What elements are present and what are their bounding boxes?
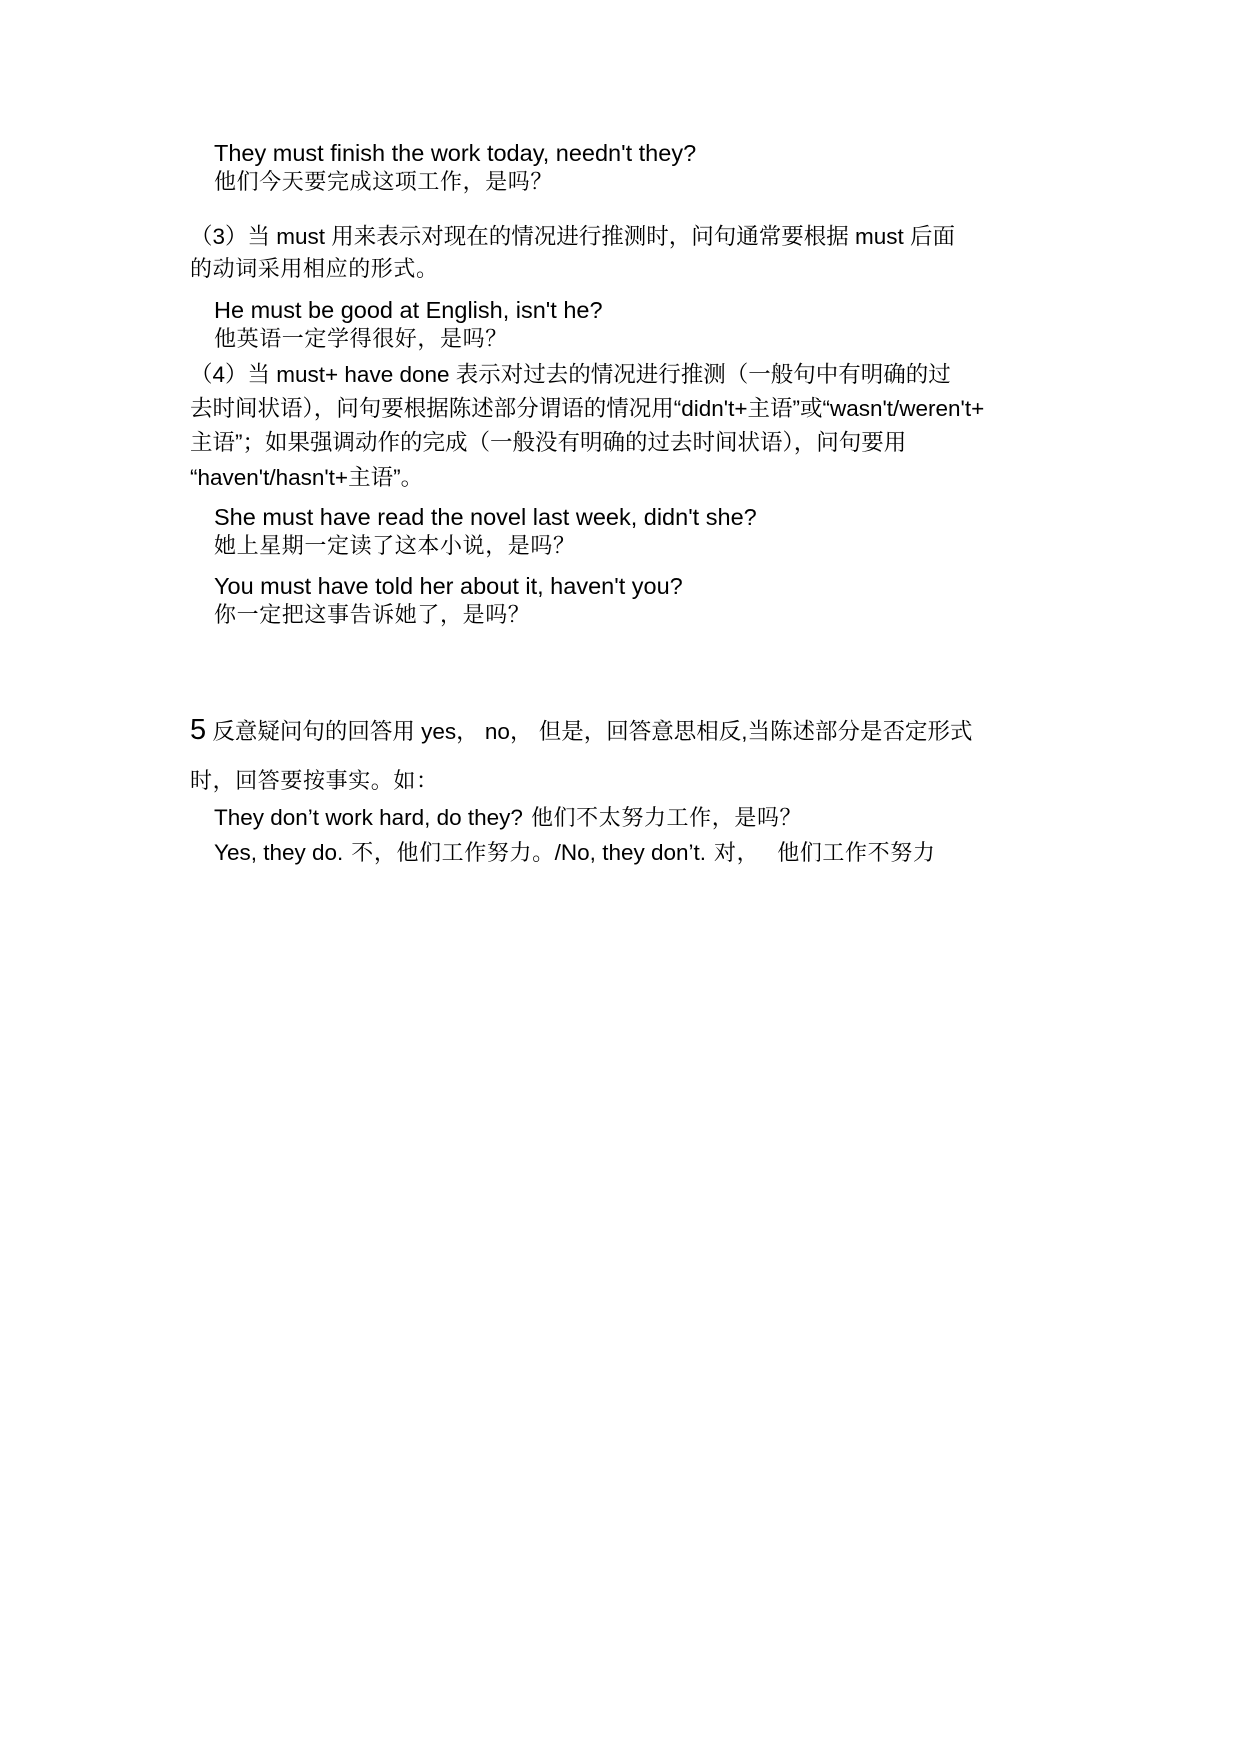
example-sentence-english: You must have told her about it, haven't you?	[214, 573, 683, 599]
example-sentence-english: They must finish the work today, needn't they?	[214, 140, 697, 166]
answer-yes-english: Yes, they do.	[214, 840, 344, 865]
example-sentence-chinese: 你一定把这事告诉她了，是吗？	[214, 603, 531, 628]
rule-4-line-4: “haven't/hasn't+主语”。	[190, 465, 424, 490]
rule-4-line-2: 去时间状语），问句要根据陈述部分谓语的情况用“didn't+主语”或“wasn't/weren't+	[190, 396, 985, 421]
answer-yes-chinese: 不，他们工作努力。	[351, 841, 555, 866]
example-sentence	[214, 803, 802, 834]
rule-3-line-2: 的动词采用相应的形式。	[190, 257, 439, 282]
section-5-text: 反意疑问句的回答用 yes， no， 但是，回答意思相反,当陈述部分是否定形式	[212, 719, 973, 744]
example-answers	[214, 838, 935, 869]
section-5-line-1	[190, 715, 972, 747]
example-sentence-chinese: 他们今天要完成这项工作，是吗？	[214, 170, 554, 195]
example-sentence-chinese: 他们不太努力工作，是吗？	[530, 806, 803, 831]
answer-no-english: /No, they don’t.	[554, 840, 707, 865]
answer-no-chinese-prefix: 对，	[714, 841, 760, 866]
example-sentence-chinese: 他英语一定学得很好，是吗？	[214, 327, 508, 352]
example-sentence-chinese: 她上星期一定读了这本小说，是吗？	[214, 534, 576, 559]
example-sentence-english: He must be good at English, isn't he?	[214, 297, 603, 323]
example-sentence-english: They don’t work hard, do they?	[214, 805, 523, 830]
answer-no-chinese: 他们工作不努力	[777, 841, 936, 866]
example-sentence-english: She must have read the novel last week, didn't she?	[214, 504, 757, 530]
section-5-line-2: 时，回答要按事实。如：	[190, 769, 439, 794]
rule-4-line-1: （4）当 must+ have done 表示对过去的情况进行推测（一般句中有明确的过	[190, 362, 951, 387]
rule-3-line-1: （3）当 must 用来表示对现在的情况进行推测时，问句通常要根据 must 后面	[190, 224, 956, 249]
section-number: 5	[190, 714, 207, 746]
rule-4-line-3: 主语”；如果强调动作的完成（一般没有明确的过去时间状语），问句要用	[190, 430, 907, 455]
